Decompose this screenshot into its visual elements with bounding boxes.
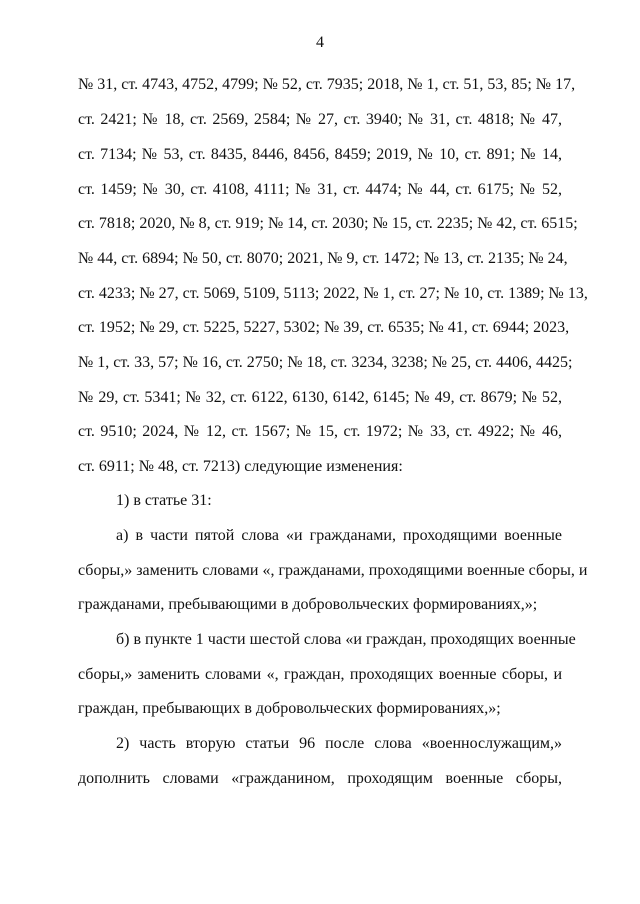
text-line: ст. 4233; № 27, ст. 5069, 5109, 5113; 2022, № 1, ст. 27; № 10, ст. 1389; № 13, (78, 285, 588, 302)
text-line: ст. 1459; № 30, ст. 4108, 4111; № 31, ст. 4474; № 44, ст. 6175; № 52, (78, 181, 562, 198)
text-line: ст. 7818; 2020, № 8, ст. 919; № 14, ст. 2030; № 15, ст. 2235; № 42, ст. 6515; (78, 215, 578, 232)
text-line: № 31, ст. 4743, 4752, 4799; № 52, ст. 7935; 2018, № 1, ст. 51, 53, 85; № 17, (78, 76, 576, 93)
page-number: 4 (316, 34, 324, 51)
paragraph-line: гражданами, пребывающими в добровольческих формированиях,»; (78, 596, 538, 613)
paragraph-line: сборы,» заменить словами «, гражданами, проходящими военные сборы, и (78, 562, 588, 579)
paragraph-line: сборы,» заменить словами «, граждан, проходящих военные сборы, и (78, 666, 562, 683)
paragraph-line: 2) часть вторую статьи 96 после слова «военнослужащим,» (116, 735, 562, 752)
text-line: № 44, ст. 6894; № 50, ст. 8070; 2021, № 9, ст. 1472; № 13, ст. 2135; № 24, (78, 250, 568, 267)
text-line: ст. 9510; 2024, № 12, ст. 1567; № 15, ст. 1972; № 33, ст. 4922; № 46, (78, 423, 562, 440)
text-line: ст. 1952; № 29, ст. 5225, 5227, 5302; № 39, ст. 6535; № 41, ст. 6944; 2023, (78, 319, 570, 336)
text-line: № 1, ст. 33, 57; № 16, ст. 2750; № 18, ст. 3234, 3238; № 25, ст. 4406, 4425; (78, 354, 573, 371)
text-line: ст. 7134; № 53, ст. 8435, 8446, 8456, 8459; 2019, № 10, ст. 891; № 14, (78, 146, 562, 163)
paragraph-line: б) в пункте 1 части шестой слова «и граждан, проходящих военные (116, 631, 576, 648)
paragraph-line: а) в части пятой слова «и гражданами, проходящими военные (116, 527, 562, 544)
paragraph-line: граждан, пребывающих в добровольческих формированиях,»; (78, 700, 501, 717)
text-line: ст. 6911; № 48, ст. 7213) следующие изменения: (78, 458, 403, 475)
paragraph-line: дополнить словами «гражданином, проходящим военные сборы, (78, 770, 562, 787)
list-item-heading: 1) в статье 31: (116, 492, 212, 509)
text-line: ст. 2421; № 18, ст. 2569, 2584; № 27, ст. 3940; № 31, ст. 4818; № 47, (78, 111, 562, 128)
text-line: № 29, ст. 5341; № 32, ст. 6122, 6130, 6142, 6145; № 49, ст. 8679; № 52, (78, 389, 562, 406)
